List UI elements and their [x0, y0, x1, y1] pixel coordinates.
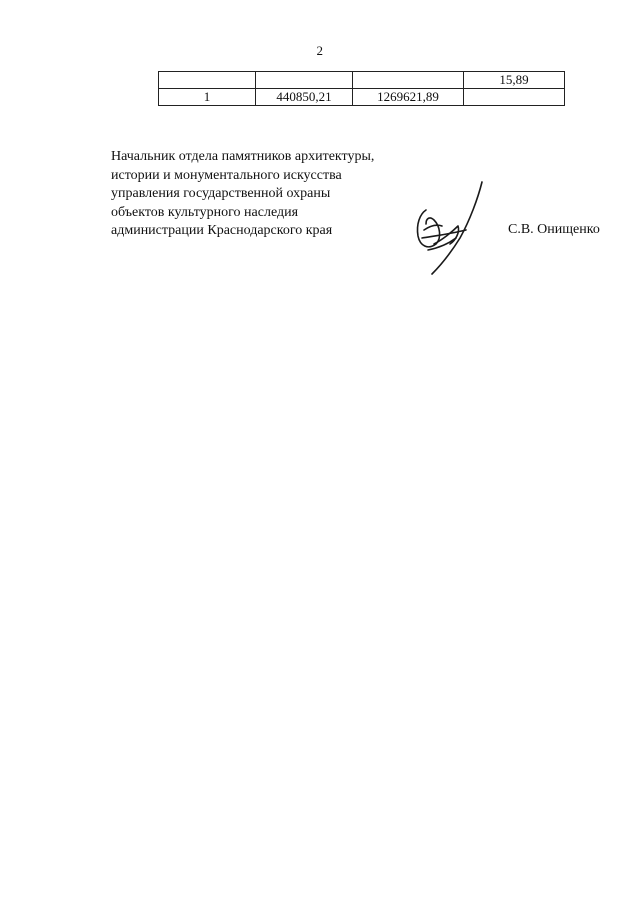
position-line: управления государственной охраны	[111, 186, 331, 201]
point-cell: 1	[159, 89, 256, 106]
page-number: 2	[316, 43, 324, 58]
y-coordinate-cell	[353, 72, 464, 89]
table-row	[159, 72, 565, 89]
y-coordinate-cell: 1269621,89	[353, 89, 464, 106]
position-line: Начальник отдела памятников архитектуры,	[111, 149, 375, 164]
position-line: администрации Краснодарского края	[111, 223, 333, 238]
x-coordinate-cell	[256, 72, 353, 89]
coordinates-table	[158, 71, 565, 106]
position-line: объектов культурного наследия	[111, 204, 299, 220]
distance-cell	[464, 89, 565, 106]
handwritten-signature	[404, 180, 494, 275]
distance-cell: 15,89	[464, 72, 565, 89]
position-line: истории и монументального искусства	[111, 167, 342, 183]
table-row	[159, 89, 565, 106]
x-coordinate-cell: 440850,21	[256, 89, 353, 106]
signatory-position	[111, 148, 374, 241]
point-cell	[159, 72, 256, 89]
signer-name: С.В. Онищенко	[508, 222, 600, 237]
